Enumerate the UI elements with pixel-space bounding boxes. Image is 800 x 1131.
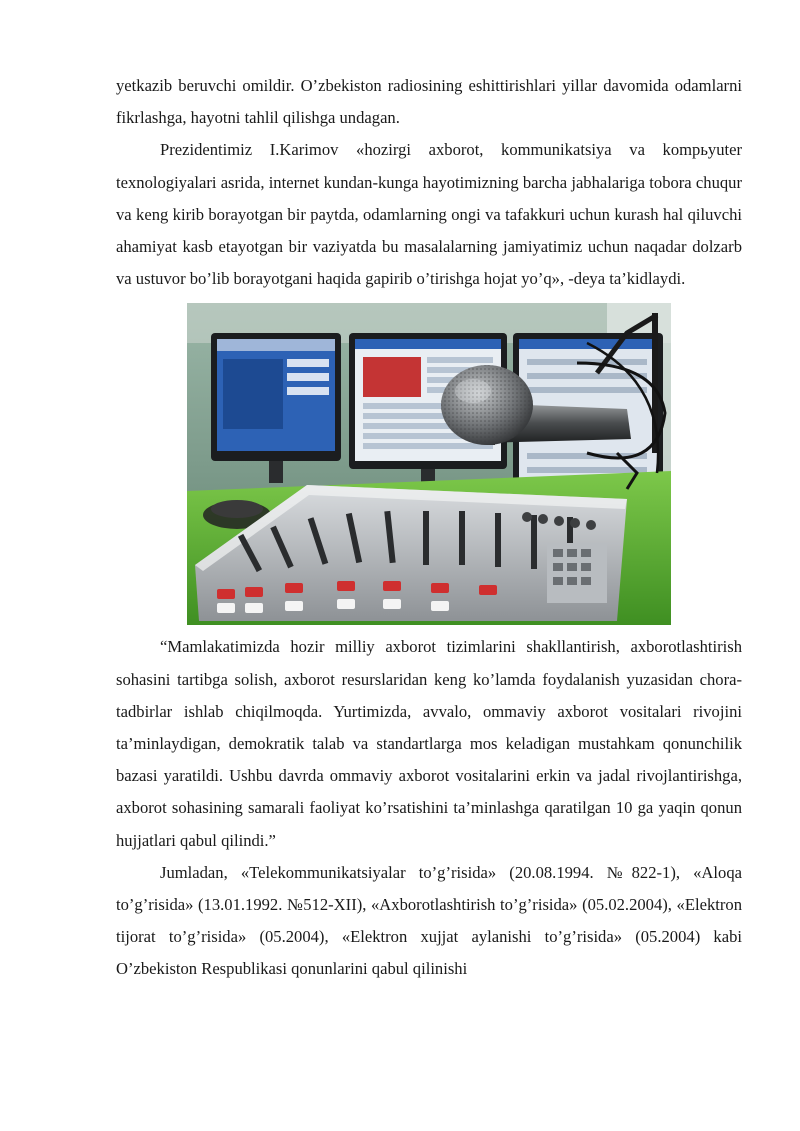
paragraph-3: “Mamlakatimizda hozir milliy axborot tizimlarini shakllantirish, axborotlashtirish sohasini tartibga solish, axborot resurslaridan keng ko’lamda foydalanish yuzasidan chora-tadbirlar ishlab chiqilmoqda. Yurtimizda, avvalo, ommaviy axborot vositalari rivojini ta’minlaydigan, demokratik talab va standartlarga mos keladigan mustahkam qonunchilik bazasi yaratildi. Ushbu davrda ommaviy axborot vositalarini erkin va jadal rivojlantirishga, axborot sohasining samarali faoliyat ko’rsatishini ta’minlashga qaratilgan 10 ga yaqin qonun hujjatlari qabul qilindi.” <box>116 637 742 850</box>
paragraph-1: yetkazib beruvchi omildir. O’zbekiston radiosining eshittirishlari yillar davomida odamlarni fikrlashga, hayotni tahlil qilishga undagan. <box>116 76 742 128</box>
monitor-left <box>211 333 341 483</box>
radio-studio-photo <box>187 303 671 625</box>
paragraph-4: Jumladan, «Telekommunikatsiyalar to’g’risida» (20.08.1994. №822-1), «Aloqa to’g’risida» (13.01.1992. №512-XII), «Axborotlashtirish to’g’risida» (05.02.2004), «Elektron tijorat to’g’risida» (05.2004), «Elektron xujjat aylanishi to’g’risida» (05.2004) kabi O’zbekiston Respublikasi qonunlarini qabul qilinishi <box>116 862 742 979</box>
paragraph-2: Prezidentimiz I.Karimov «hozirgi axborot, kommunikatsiya va kompьyuter texnologiyalari asrida, internet kundan-kunga hayotimizning barcha jabhalariga tobora chuqur va keng kirib borayotgan bir paytda, odamlarning ongi va tafakkuri uchun kurash hal qiluvchi ahamiyat kasb etayotgan bir vaziyatda bu masalalarning jamiyatimiz uchun naqadar dolzarb va ustuvor bo’lib borayotgani haqida gapirib o’tirishga hojat yo’q», -deya ta’kidlaydi. <box>116 140 742 289</box>
document-page <box>116 70 742 986</box>
